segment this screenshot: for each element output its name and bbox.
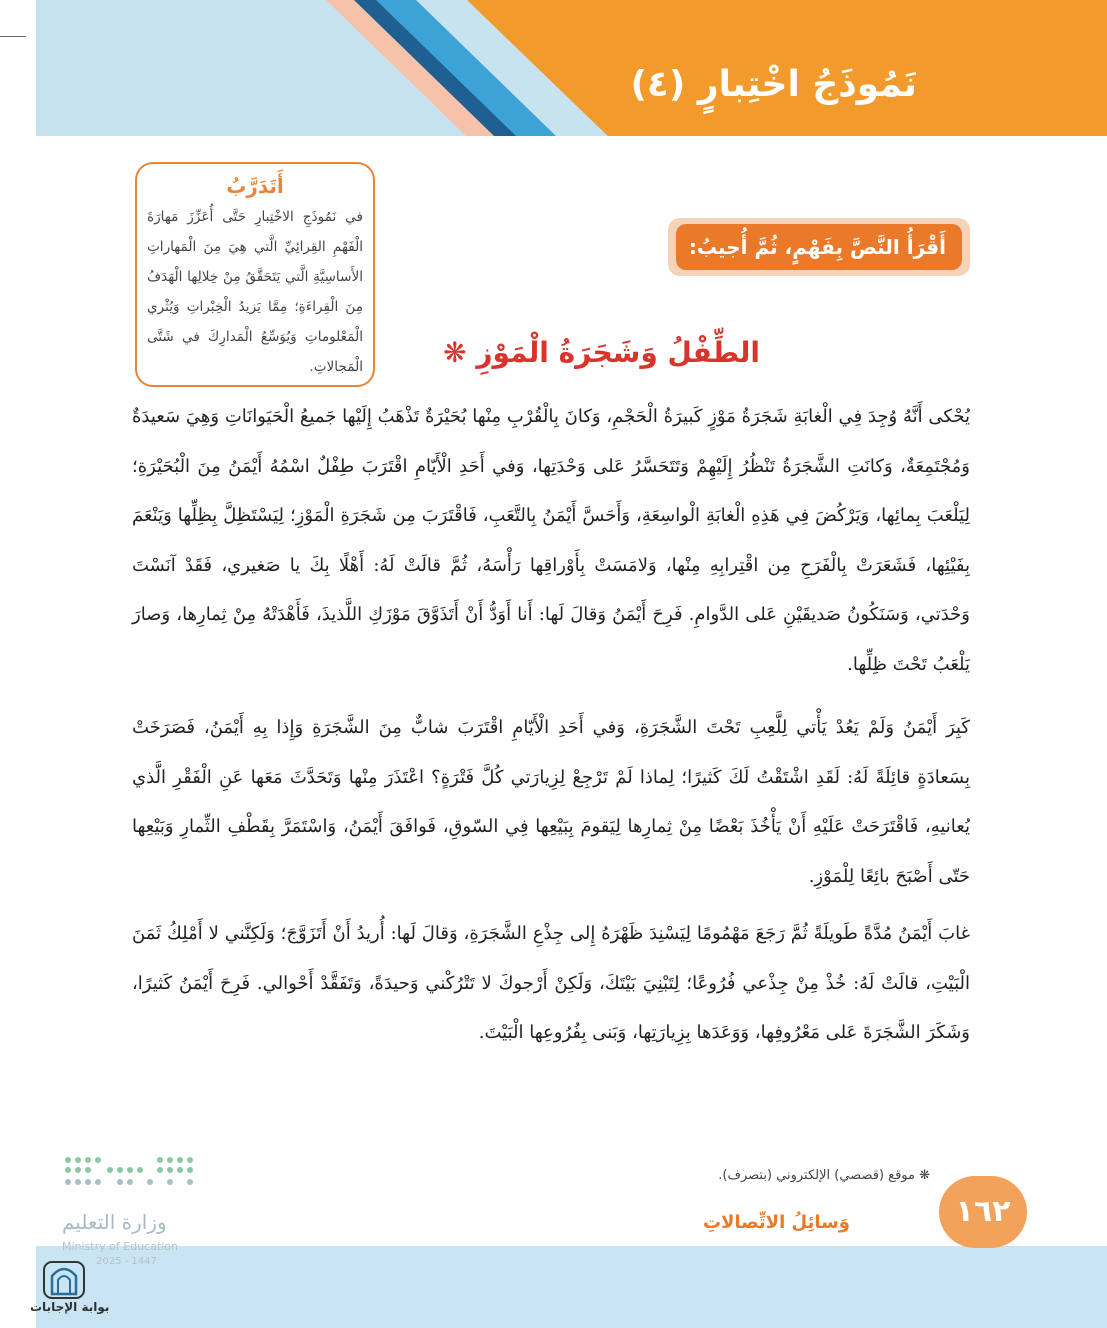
footnote: ❋ موقع (قصصي) الإلكتروني (بتصرف). xyxy=(718,1168,930,1183)
ministry-year: 2025 - 1447 xyxy=(96,1256,157,1267)
instruction-text: أَقْرَأُ النَّصَّ بِفَهْمٍ، ثُمَّ أُجيبُ: xyxy=(676,224,962,270)
story-paragraph-2: كَبِرَ أَيْمَنُ وَلَمْ يَعُدْ يَأْتي لِلَّعِبِ تَحْتَ الشَّجَرَةِ، وَفي أَحَدِ الْأَيّامِ اقْتَرَبَ شابٌّ مِنَ الشَّجَرَةِ وَإِذا بِهِ أَيْمَنُ، فَصَرَخَتْ بِسَعادَةٍ قائِلَةً لَهُ: لَقَدِ اشْتَقْتُ لَكَ كَثيرًا؛ لِماذا لَمْ تَرْجِعْ لِزِيارَتي كُلَّ فَتْرَةٍ؟ اعْتَذَرَ مِنْها وَتَحَدَّثَ مَعَها عَنِ الْفَقْرِ الَّذي يُعانيهِ، فَاقْتَرَحَتْ عَلَيْهِ أَنْ يَأْخُذَ بَعْضًا مِنْ ثِمارِها لِيَقومَ بِبَيْعِها فِي السّوقِ، فَوافَقَ أَيْمَنُ، وَاسْتَمَرَّ بِقَطْفِ الثِّمارِ وَبَيْعِها حَتّى أَصْبَحَ بائِعًا لِلْمَوْزِ. xyxy=(132,717,970,887)
practice-title: أَتَدَرَّبُ xyxy=(226,174,284,198)
practice-box xyxy=(135,162,375,387)
story-title: الطِّفْلُ وَشَجَرَةُ الْمَوْزِ ❋ xyxy=(443,336,760,369)
header-banner xyxy=(36,0,1107,136)
site-logo-text: بوابة الإجابات xyxy=(30,1300,110,1314)
ministry-name-en: Ministry of Education xyxy=(62,1240,179,1253)
page-number: ١٦٢ xyxy=(939,1176,1027,1248)
story-paragraph-1: يُحْكى أَنَّهُ وُجِدَ فِي الْغابَةِ شَجَرَةُ مَوْزٍ كَبيرَةُ الْحَجْمِ، وَكانَ بِالْقُرْبِ مِنْها بُحَيْرَةٌ تَذْهَبُ إِلَيْها جَميعُ الْحَيَوانَاتِ وَهِيَ سَعيدَةٌ وَمُجْتَمِعَةٌ، وَكانَتِ الشَّجَرَةُ تَنْظُرُ إِلَيْهِمْ وَتَتَحَسَّرُ عَلى وَحْدَتِها، وَفي أَحَدِ الْأَيّامِ اقْتَرَبَ طِفْلٌ اسْمُهُ أَيْمَنُ مِنَ الْبُحَيْرَةِ؛ لِيَلْعَبَ بِمائِها، وَيَرْكُضَ فِي هَذِهِ الْغابَةِ الْواسِعَةِ، وَأَحَسَّ أَيْمَنُ بِالتَّعَبِ، فَاقْتَرَبَ مِن شَجَرَةِ الْمَوْزِ؛ لِيَسْتَظِلَّ بِظِلِّها وَيَنْعَمَ بِفَيْئِها، فَشَعَرَتْ بِالْفَرَحِ مِن اقْتِرابِهِ مِنْها، وَلامَسَتْ بِأَوْراقِها رَأْسَهُ، ثُمَّ قالَتْ لَهُ: أَهْلًا بِكَ يا صَغيري، فَقَدْ آنَسْتَ وَحْدَتي، وَسَنَكُونُ صَديقَيْنِ عَلى الدَّوامِ. فَرِحَ أَيْمَنُ وَقالَ لَها: أَنا أَوَدُّ أَنْ أَتَذَوَّقَ مَوْزَكِ اللَّذيذَ، فَأَهْدَتْهُ مِنْ ثِمارِها، وَصارَ يَلْعَبُ تَحْتَ ظِلِّها. xyxy=(132,406,970,675)
site-logo-icon xyxy=(42,1258,86,1300)
page-title: نَمُوذَجُ اخْتِبارٍ (٤) xyxy=(630,64,917,105)
ministry-logo-icon xyxy=(60,1152,200,1202)
footer-band xyxy=(36,1246,1107,1328)
story-paragraph-3: غابَ أَيْمَنُ مُدَّةً طَويلَةً ثُمَّ رَجَعَ مَهْمُومًا لِيَسْنِدَ ظَهْرَهُ إِلى جِذْعِ الشَّجَرَةِ، وَقالَ لَها: أُريدُ أَنْ أَتَزَوَّجَ؛ وَلَكِنَّني لا أَمْلِكُ ثَمَنَ الْبَيْتِ، قالَتْ لَهُ: خُذْ مِنْ جِذْعي فُرُوعًا؛ لِتَبْنِيَ بَيْتَكَ، وَلَكِنْ أَرْجوكَ لا تَتْرُكْني وَحيدَةً، وَتَفَقَّدْ أَحْوالي. فَرِحَ أَيْمَنُ كَثيرًا، وَشَكَرَ الشَّجَرَةَ عَلى مَعْرُوفِها، وَوَعَدَها بِزِيارَتِها، وَبَنى بِفُرُوعِها الْبَيْتَ. xyxy=(132,923,970,1043)
crop-mark xyxy=(0,36,26,37)
story-content xyxy=(132,392,970,1058)
unit-label: وَسائِلُ الاتِّصالاتِ xyxy=(702,1212,850,1233)
practice-text: في نَمُوذَجِ الاخْتِبارِ حَتَّى أُعَزِّزَ مَهارَةَ الْفَهْمِ القِرائِيِّ الَّتي هِيَ مِنَ الْمَهاراتِ الأَساسِيَّةِ الَّتي يَتَحَقَّقُ مِنْ خِلالِها الْهَدَفُ مِنَ الْقِراءَةِ؛ مِمَّا يَزيدُ الْخِبْراتِ وَيُثْري الْمَعْلوماتِ وَيُوَسِّعُ الْمَدارِكَ في شَتَّى الْمَجالاتِ. xyxy=(147,209,363,375)
ministry-name-ar: وزارة التعليم xyxy=(62,1210,167,1234)
instruction-pill xyxy=(668,218,970,276)
